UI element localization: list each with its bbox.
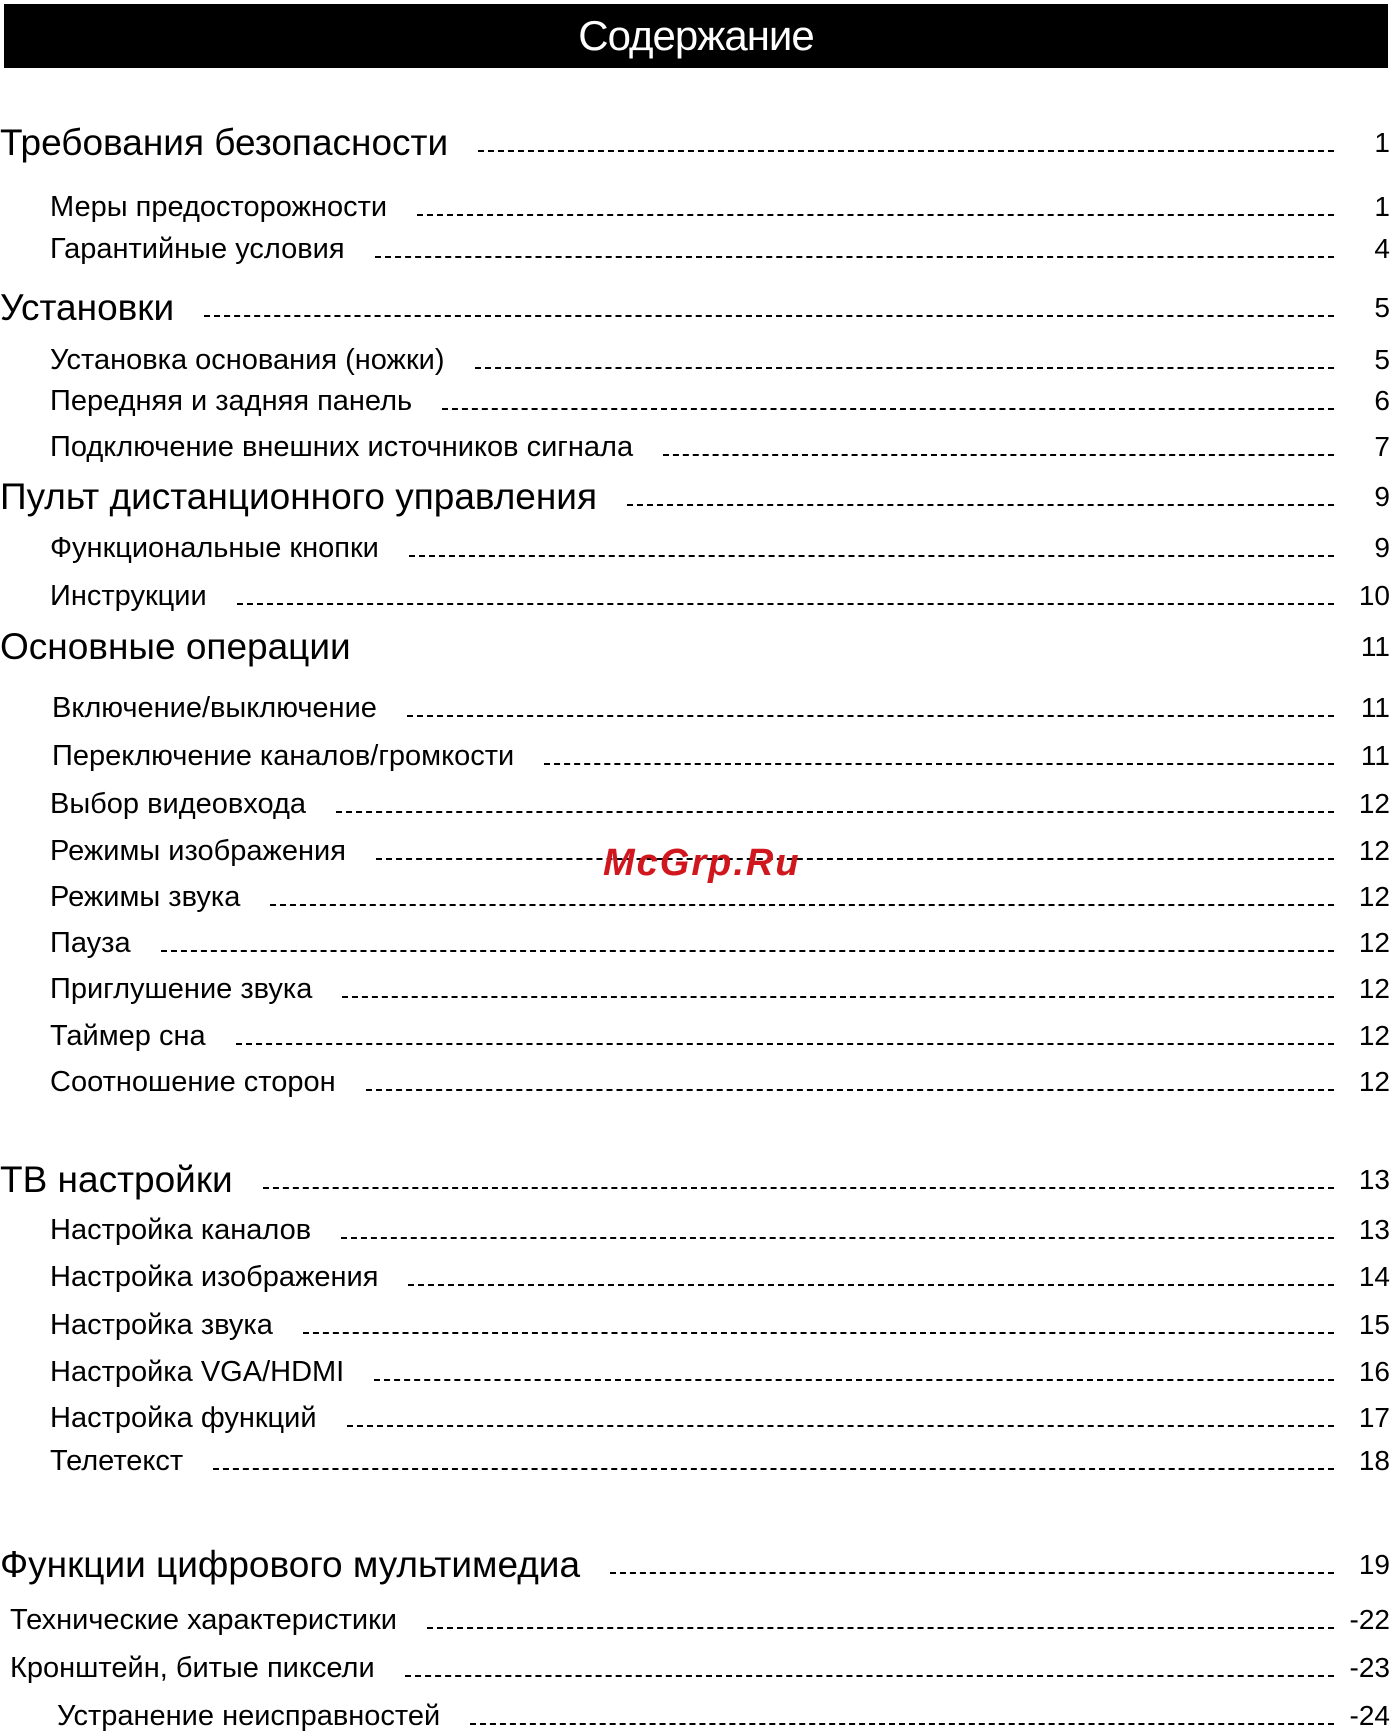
toc-entry-title: Соотношение сторон [50,1065,336,1098]
toc-page-number: -23 [1349,1652,1390,1683]
toc-page-number: 11 [1360,740,1390,771]
toc-page-number: 10 [1358,580,1390,611]
toc-entry-title: Включение/выключение [52,691,377,724]
toc-leader-dashes [544,763,1334,765]
toc-entry [0,736,1392,776]
toc-page-number: 13 [1358,1164,1390,1195]
toc-entry [0,340,1392,380]
toc-leader-dashes [263,1187,1334,1189]
toc-page-number: 15 [1358,1309,1390,1340]
toc-page-number: 11 [1360,631,1390,662]
toc-entry-title: Режимы изображения [50,834,346,867]
toc-page-number: 9 [1374,481,1390,512]
toc-entry [0,784,1392,824]
toc-entry-title: Настройка звука [50,1308,273,1341]
toc-leader-dashes [478,150,1334,152]
toc-page-number: 1 [1374,127,1390,158]
toc-entry-title: Функциональные кнопки [50,531,379,564]
toc-entry-title: Настройка каналов [50,1213,312,1246]
toc-leader-dashes [408,1284,1334,1286]
toc-page-number: -24 [1349,1700,1390,1731]
toc-leader-dashes [442,408,1334,410]
toc-leader-dashes [161,950,1334,952]
toc-leader-dashes [470,1723,1334,1725]
toc-entry-title: Технические характеристики [10,1603,397,1636]
toc-entry [0,1648,1392,1688]
toc-leader-dashes [627,504,1334,506]
toc-entry-title: Подключение внешних источников сигнала [50,430,634,463]
toc-entry [0,627,1392,667]
toc-entry [0,381,1392,421]
toc-leader-dashes [204,315,1334,317]
toc-entry-title: Настройка изображения [50,1260,379,1293]
toc-page-number: 16 [1358,1356,1390,1387]
toc-entry [0,1210,1392,1250]
toc-page-number: 12 [1358,927,1390,958]
toc-entry [0,1016,1392,1056]
toc-leader-dashes [341,1237,1334,1239]
toc-entry-title: Функции цифрового мультимедиа [0,1544,581,1585]
toc-leader-dashes [610,1572,1334,1574]
toc-entry-title: Таймер сна [50,1019,206,1052]
toc-leader-dashes [270,904,1334,906]
toc-entry [0,969,1392,1009]
toc-leader-dashes [663,454,1334,456]
toc-entry [0,187,1392,227]
toc-entry [0,1398,1392,1438]
toc-leader-dashes [475,367,1334,369]
toc-entry-title: Пауза [50,926,131,959]
toc-leader-dashes [374,1379,1334,1381]
toc-page-number: 12 [1358,973,1390,1004]
toc-entry-title: Гарантийные условия [50,232,345,265]
toc-leader-dashes [375,256,1334,258]
toc-entry-title: Основные операции [0,626,351,667]
toc-entry-title: Настройка функций [50,1401,317,1434]
toc-entry [0,1257,1392,1297]
toc-page-number: 13 [1358,1214,1390,1245]
toc-page-number: 5 [1374,344,1390,375]
toc-entry [0,1441,1392,1481]
toc-leader-dashes [303,1332,1334,1334]
toc-leader-dashes [236,1043,1334,1045]
toc-entry [0,1600,1392,1640]
toc-entry-title: Приглушение звука [50,972,313,1005]
toc-page-number: 1 [1374,191,1390,222]
toc-entry [0,688,1392,728]
toc-leader-dashes [409,555,1334,557]
toc-leader-dashes [405,1675,1334,1677]
toc-entry-title: Установки [0,287,175,328]
toc-leader-dashes [407,715,1334,717]
watermark: McGrp.Ru [603,842,801,884]
toc-page-number: 14 [1358,1261,1390,1292]
toc-entry-title: Меры предосторожности [50,190,388,223]
toc-entry-title: Инструкции [50,579,207,612]
toc-entry [0,427,1392,467]
toc-page-number: -22 [1349,1604,1390,1635]
toc-leader-dashes [366,1089,1334,1091]
toc-entry-title: Установка основания (ножки) [50,343,445,376]
toc-leader-dashes [342,996,1334,998]
toc-entry [0,1696,1392,1736]
toc-leader-dashes [237,603,1334,605]
toc-entry-title: ТВ настройки [0,1159,233,1200]
toc-entry-title: Устранение неисправностей [57,1699,441,1732]
toc-page-number: 11 [1360,692,1390,723]
toc-entry-title: Требования безопасности [0,122,449,163]
toc-entry-title: Режимы звука [50,880,241,913]
toc-page-number: 6 [1374,385,1390,416]
toc-entry-title: Телетекст [50,1444,184,1477]
toc-page-number: 7 [1374,431,1390,462]
toc-entry [0,1160,1392,1200]
toc-entry [0,576,1392,616]
toc-page-number: 12 [1358,1020,1390,1051]
page-title: Содержание [4,4,1388,68]
toc-entry-title: Выбор видеовхода [50,787,307,820]
toc-page-number: 12 [1358,835,1390,866]
toc-entry [0,923,1392,963]
toc-leader-dashes [417,214,1334,216]
toc-entry-title: Пульт дистанционного управления [0,476,598,517]
toc-entry [0,1305,1392,1345]
toc-entry-title: Настройка VGA/HDMI [50,1355,345,1388]
toc-leader-dashes [347,1425,1334,1427]
toc-entry [0,1062,1392,1102]
toc-page-number: 19 [1358,1549,1390,1580]
toc-entry [0,288,1392,328]
toc-entry-title: Кронштейн, битые пиксели [10,1651,375,1684]
toc-page-number: 18 [1358,1445,1390,1476]
toc-entry-title: Переключение каналов/громкости [52,739,515,772]
toc-leader-dashes [427,1627,1334,1629]
toc-entry [0,229,1392,269]
toc-entry [0,1352,1392,1392]
toc-entry [0,123,1392,163]
toc-page-number: 12 [1358,788,1390,819]
toc-page-number: 4 [1374,233,1390,264]
toc-page-number: 12 [1358,881,1390,912]
toc-entry-title: Передняя и задняя панель [50,384,413,417]
toc-entry [0,477,1392,517]
toc-page-number: 5 [1374,292,1390,323]
toc-leader-dashes [336,811,1334,813]
toc-page-number: 17 [1358,1402,1390,1433]
toc-page-number: 9 [1374,532,1390,563]
toc-page-number: 12 [1358,1066,1390,1097]
toc-leader-dashes [376,858,1334,860]
toc-entry [0,1545,1392,1585]
toc-entry [0,528,1392,568]
toc-leader-dashes [213,1468,1334,1470]
